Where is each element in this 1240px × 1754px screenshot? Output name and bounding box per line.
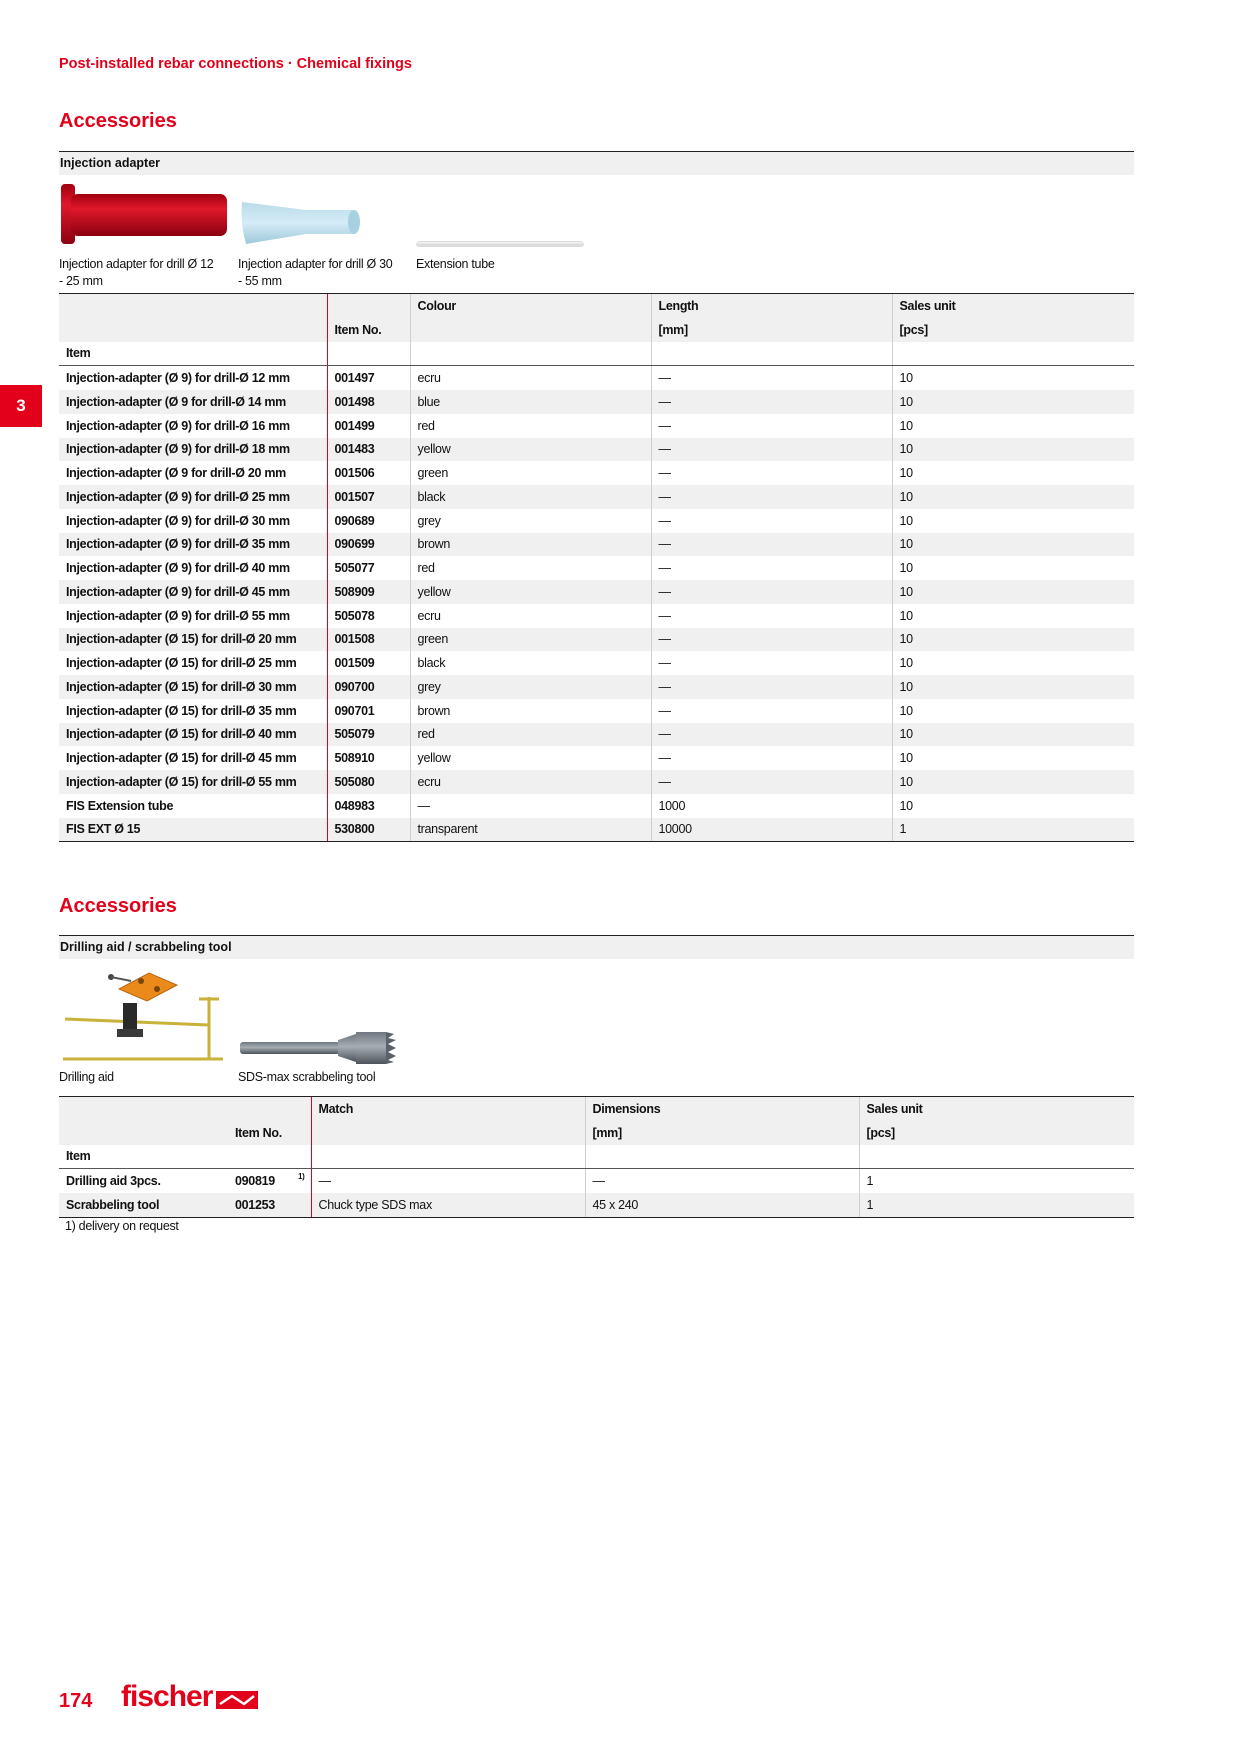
cell-item: Injection-adapter (Ø 15) for drill-Ø 30 mm — [59, 675, 327, 699]
brand-logo — [121, 1680, 258, 1714]
caption-blue-adapter: Injection adapter for drill Ø 30 - 55 mm — [238, 257, 393, 288]
cell-no: 508910 — [327, 746, 410, 770]
cell-no — [228, 1169, 311, 1193]
cell-item: Injection-adapter (Ø 9 for drill-Ø 14 mm — [59, 390, 327, 414]
cell-item: Injection-adapter (Ø 9) for drill-Ø 16 mm — [59, 414, 327, 438]
fischer-logo-icon — [216, 1691, 258, 1709]
cell-colour: yellow — [410, 580, 651, 604]
cell-no: 505077 — [327, 556, 410, 580]
col-header-match: Match — [311, 1097, 585, 1121]
cell-no: 001509 — [327, 651, 410, 675]
cell-no: 090701 — [327, 699, 410, 723]
cell-no: 090700 — [327, 675, 410, 699]
col-header-length-unit: [mm] — [651, 318, 892, 342]
table-row — [59, 675, 1134, 699]
col-header-item-2: Item — [59, 1145, 228, 1169]
cell-sales: 10 — [892, 770, 1134, 794]
cell-length: — — [651, 438, 892, 462]
cell-no — [228, 1193, 311, 1217]
table-row — [59, 604, 1134, 628]
cell-colour: grey — [410, 509, 651, 533]
cell-length: — — [651, 675, 892, 699]
cell-item: Scrabbeling tool — [59, 1193, 228, 1217]
cell-sales: 10 — [892, 414, 1134, 438]
cell-item: Injection-adapter (Ø 9) for drill-Ø 40 mm — [59, 556, 327, 580]
cell-length: — — [651, 651, 892, 675]
cell-length: — — [651, 604, 892, 628]
breadcrumb: Post-installed rebar connections · Chemical fixings — [59, 56, 412, 72]
cell-no: 001508 — [327, 628, 410, 652]
cell-no: 001507 — [327, 485, 410, 509]
red-injection-adapter-icon — [59, 182, 229, 248]
cell-colour: red — [410, 414, 651, 438]
cell-no: 505078 — [327, 604, 410, 628]
col-header-dimensions-unit: [mm] — [585, 1121, 859, 1145]
cell-item: FIS Extension tube — [59, 794, 327, 818]
chapter-tab[interactable]: 3 — [0, 385, 42, 427]
cell-no: 001499 — [327, 414, 410, 438]
table-row — [59, 746, 1134, 770]
cell-colour: red — [410, 723, 651, 747]
cell-sales: 10 — [892, 794, 1134, 818]
cell-length: — — [651, 699, 892, 723]
table-row — [59, 818, 1134, 842]
table-row — [59, 628, 1134, 652]
cell-colour: green — [410, 628, 651, 652]
cell-colour: black — [410, 651, 651, 675]
cell-item: Injection-adapter (Ø 15) for drill-Ø 45 mm — [59, 746, 327, 770]
cell-no: 090689 — [327, 509, 410, 533]
cell-sales: 10 — [892, 390, 1134, 414]
cell-length: 1000 — [651, 794, 892, 818]
cell-item: Injection-adapter (Ø 9) for drill-Ø 35 mm — [59, 533, 327, 557]
cell-sales: 10 — [892, 604, 1134, 628]
cell-colour: ecru — [410, 366, 651, 390]
table-row — [59, 485, 1134, 509]
cell-colour: transparent — [410, 818, 651, 842]
col-header-sales-unit-2: Sales unit — [859, 1097, 1134, 1121]
section-title-2: Accessories — [59, 895, 177, 917]
caption-red-adapter: Injection adapter for drill Ø 12 - 25 mm — [59, 257, 214, 288]
cell-item: Injection-adapter (Ø 9) for drill-Ø 30 mm — [59, 509, 327, 533]
cell-sales: 10 — [892, 723, 1134, 747]
cell-colour: green — [410, 461, 651, 485]
cell-length: 10000 — [651, 818, 892, 842]
cell-sales: 10 — [892, 461, 1134, 485]
table-row — [59, 366, 1134, 390]
cell-no: 001497 — [327, 366, 410, 390]
cell-no: 001498 — [327, 390, 410, 414]
col-header-dimensions: Dimensions — [585, 1097, 859, 1121]
cell-length: — — [651, 556, 892, 580]
cell-length: — — [651, 770, 892, 794]
cell-no: 505080 — [327, 770, 410, 794]
cell-colour: blue — [410, 390, 651, 414]
cell-sales: 1 — [859, 1169, 1134, 1193]
cell-length: — — [651, 366, 892, 390]
cell-length: — — [651, 723, 892, 747]
cell-match: — — [311, 1169, 585, 1193]
cell-no: 505079 — [327, 723, 410, 747]
cell-sales: 10 — [892, 651, 1134, 675]
col-header-item-no-2: Item No. — [228, 1121, 311, 1145]
cell-no: 508909 — [327, 580, 410, 604]
cell-colour: yellow — [410, 746, 651, 770]
cell-no: 001506 — [327, 461, 410, 485]
drilling-aid-table — [59, 1096, 1134, 1218]
cell-sales: 10 — [892, 533, 1134, 557]
drilling-aid-icon — [59, 967, 229, 1063]
cell-no: 001483 — [327, 438, 410, 462]
cell-colour: yellow — [410, 438, 651, 462]
cell-item: Injection-adapter (Ø 15) for drill-Ø 25 mm — [59, 651, 327, 675]
col-header-length: Length — [651, 294, 892, 318]
table-row — [59, 651, 1134, 675]
table-row — [59, 1169, 1134, 1193]
section-title: Accessories — [59, 110, 177, 132]
cell-colour: grey — [410, 675, 651, 699]
cell-sales: 10 — [892, 509, 1134, 533]
cell-length: — — [651, 580, 892, 604]
item-number: 001253 — [235, 1197, 275, 1212]
section-subtitle: Injection adapter — [59, 151, 1134, 175]
cell-item: FIS EXT Ø 15 — [59, 818, 327, 842]
cell-item: Drilling aid 3pcs. — [59, 1169, 228, 1193]
cell-colour: — — [410, 794, 651, 818]
cell-no: 530800 — [327, 818, 410, 842]
cell-no: 048983 — [327, 794, 410, 818]
page-number: 174 — [59, 1690, 93, 1712]
cell-colour: brown — [410, 533, 651, 557]
table-row — [59, 699, 1134, 723]
cell-length: — — [651, 461, 892, 485]
extension-tube-icon — [416, 238, 586, 250]
cell-sales: 10 — [892, 675, 1134, 699]
cell-length: — — [651, 746, 892, 770]
cell-sales: 10 — [892, 485, 1134, 509]
cell-length: — — [651, 414, 892, 438]
col-header-item: Item — [59, 342, 327, 366]
cell-sales: 10 — [892, 580, 1134, 604]
col-header-sales-unit-unit-2: [pcs] — [859, 1121, 1134, 1145]
cell-sales: 1 — [859, 1193, 1134, 1217]
table-row — [59, 509, 1134, 533]
table-row — [59, 770, 1134, 794]
cell-sales: 10 — [892, 699, 1134, 723]
caption-drilling-aid: Drilling aid — [59, 1070, 114, 1084]
item-number: 090819 — [235, 1174, 275, 1189]
table-row — [59, 723, 1134, 747]
cell-colour: red — [410, 556, 651, 580]
cell-sales: 10 — [892, 628, 1134, 652]
cell-item: Injection-adapter (Ø 9) for drill-Ø 45 mm — [59, 580, 327, 604]
cell-length: — — [651, 628, 892, 652]
cell-length: — — [651, 509, 892, 533]
cell-colour: ecru — [410, 604, 651, 628]
cell-item: Injection-adapter (Ø 15) for drill-Ø 55 mm — [59, 770, 327, 794]
table-row — [59, 461, 1134, 485]
caption-extension-tube: Extension tube — [416, 257, 495, 271]
col-header-colour: Colour — [410, 294, 651, 318]
cell-colour: ecru — [410, 770, 651, 794]
cell-dimensions: — — [585, 1169, 859, 1193]
col-header-item-no: Item No. — [327, 318, 410, 342]
col-header-sales-unit-unit: [pcs] — [892, 318, 1134, 342]
cell-item: Injection-adapter (Ø 9 for drill-Ø 20 mm — [59, 461, 327, 485]
col-header-sales-unit: Sales unit — [892, 294, 1134, 318]
table-row — [59, 556, 1134, 580]
section-subtitle-2: Drilling aid / scrabbeling tool — [59, 935, 1134, 959]
cell-item: Injection-adapter (Ø 15) for drill-Ø 40 mm — [59, 723, 327, 747]
cell-length: — — [651, 390, 892, 414]
table-row — [59, 390, 1134, 414]
footnote: 1) delivery on request — [65, 1219, 179, 1233]
cell-length: — — [651, 485, 892, 509]
table-row — [59, 414, 1134, 438]
sds-max-scrabbeling-tool-icon — [238, 1026, 408, 1070]
cell-sales: 10 — [892, 438, 1134, 462]
cell-item: Injection-adapter (Ø 9) for drill-Ø 55 mm — [59, 604, 327, 628]
brand-name: fischer — [121, 1680, 213, 1713]
cell-no: 090699 — [327, 533, 410, 557]
footnote-marker: 1) — [297, 1172, 305, 1182]
caption-scrabbeling-tool: SDS-max scrabbeling tool — [238, 1070, 376, 1084]
cell-match: Chuck type SDS max — [311, 1193, 585, 1217]
cell-item: Injection-adapter (Ø 9) for drill-Ø 12 mm — [59, 366, 327, 390]
cell-item: Injection-adapter (Ø 15) for drill-Ø 35 mm — [59, 699, 327, 723]
table-row — [59, 580, 1134, 604]
table-row — [59, 794, 1134, 818]
cell-dimensions: 45 x 240 — [585, 1193, 859, 1217]
cell-item: Injection-adapter (Ø 9) for drill-Ø 25 mm — [59, 485, 327, 509]
table-row — [59, 438, 1134, 462]
cell-colour: black — [410, 485, 651, 509]
cell-sales: 10 — [892, 556, 1134, 580]
cell-sales: 10 — [892, 746, 1134, 770]
cell-length: — — [651, 533, 892, 557]
cell-sales: 1 — [892, 818, 1134, 842]
table-row — [59, 1193, 1134, 1217]
cell-sales: 10 — [892, 366, 1134, 390]
table-row — [59, 533, 1134, 557]
cell-colour: brown — [410, 699, 651, 723]
blue-injection-adapter-icon — [238, 198, 363, 248]
cell-item: Injection-adapter (Ø 9) for drill-Ø 18 mm — [59, 438, 327, 462]
injection-adapter-table — [59, 293, 1134, 842]
cell-item: Injection-adapter (Ø 15) for drill-Ø 20 mm — [59, 628, 327, 652]
